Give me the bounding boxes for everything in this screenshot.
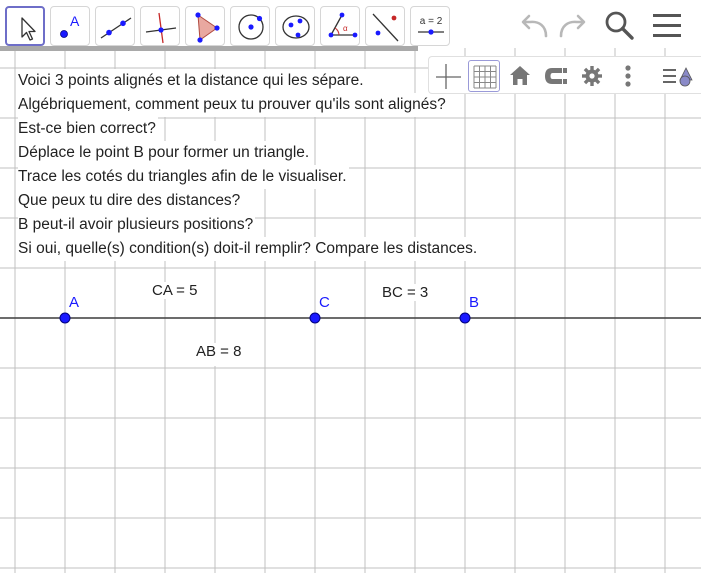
search-button[interactable] bbox=[601, 6, 637, 44]
home-icon bbox=[504, 60, 536, 92]
point-tool[interactable] bbox=[50, 6, 90, 46]
undo-button[interactable] bbox=[517, 6, 553, 44]
point-b[interactable] bbox=[460, 313, 470, 323]
grid-icon bbox=[469, 61, 501, 93]
redo-button[interactable] bbox=[554, 6, 590, 44]
point-b-label[interactable]: B bbox=[469, 294, 480, 311]
angle-tool[interactable] bbox=[320, 6, 360, 46]
move-tool[interactable] bbox=[5, 6, 45, 46]
settings-button[interactable] bbox=[576, 60, 608, 92]
ellipse-tool[interactable] bbox=[275, 6, 315, 46]
standard-view-button[interactable] bbox=[504, 60, 536, 92]
distance-bc-label[interactable]: BC = 3 bbox=[379, 284, 431, 301]
svg-text:A: A bbox=[70, 13, 80, 29]
instruction-line-5: Trace les cotés du triangles afin de le visualiser. bbox=[18, 165, 349, 189]
reflect-tool[interactable] bbox=[365, 6, 405, 46]
slider-tool-icon bbox=[411, 7, 451, 47]
graphics-style-bar bbox=[428, 56, 701, 94]
perpendicular-tool-icon bbox=[141, 7, 181, 47]
instruction-line-4: Déplace le point B pour former un triangle. bbox=[18, 141, 311, 165]
point-capturing-button[interactable] bbox=[540, 60, 572, 92]
svg-text:a = 2: a = 2 bbox=[419, 16, 443, 27]
point-a[interactable] bbox=[60, 313, 70, 323]
ellipse-tool-icon bbox=[276, 7, 316, 47]
line-tool[interactable] bbox=[95, 6, 135, 46]
undo-icon bbox=[517, 6, 553, 44]
main-menu-button[interactable] bbox=[649, 6, 685, 44]
instruction-line-2: Algébriquement, comment peux tu prouver qu'ils sont alignés? bbox=[18, 93, 448, 117]
style-bar-toggle-icon bbox=[658, 60, 698, 92]
slider-tool[interactable] bbox=[410, 6, 450, 46]
instruction-line-3: Est-ce bien correct? bbox=[18, 117, 158, 141]
style-bar-toggle[interactable] bbox=[658, 60, 690, 92]
grid-toggle[interactable] bbox=[468, 60, 500, 92]
reflect-tool-icon bbox=[366, 7, 406, 47]
move-tool-icon bbox=[7, 8, 47, 48]
axes-toggle[interactable] bbox=[432, 60, 464, 92]
more-icon bbox=[612, 60, 644, 92]
distance-ab-label[interactable]: AB = 8 bbox=[193, 343, 247, 366]
instruction-line-6: Que peux tu dire des distances? bbox=[18, 189, 242, 213]
menu-icon bbox=[649, 6, 685, 44]
perpendicular-tool[interactable] bbox=[140, 6, 180, 46]
circle-tool[interactable] bbox=[230, 6, 270, 46]
instruction-line-8: Si oui, quelle(s) condition(s) doit-il remplir? Compare les distances. bbox=[18, 237, 479, 261]
circle-tool-icon bbox=[231, 7, 271, 47]
instruction-line-1: Voici 3 points alignés et la distance qui les sépare. bbox=[18, 69, 366, 93]
axes-icon bbox=[432, 60, 464, 92]
instruction-line-7: B peut-il avoir plusieurs positions? bbox=[18, 213, 255, 237]
point-c-label[interactable]: C bbox=[319, 294, 330, 311]
search-icon bbox=[601, 6, 637, 44]
more-options-button[interactable] bbox=[612, 60, 644, 92]
redo-icon bbox=[554, 6, 590, 44]
distance-ca-label[interactable]: CA = 5 bbox=[149, 282, 200, 299]
line-tool-icon bbox=[96, 7, 136, 47]
point-a-label[interactable]: A bbox=[69, 294, 80, 311]
point-tool-icon bbox=[51, 7, 91, 47]
polygon-tool-icon bbox=[186, 7, 226, 47]
settings-icon bbox=[576, 60, 608, 92]
svg-text:α: α bbox=[343, 24, 348, 33]
snap-icon bbox=[540, 60, 572, 92]
angle-tool-icon bbox=[321, 7, 361, 47]
polygon-tool[interactable] bbox=[185, 6, 225, 46]
point-c[interactable] bbox=[310, 313, 320, 323]
